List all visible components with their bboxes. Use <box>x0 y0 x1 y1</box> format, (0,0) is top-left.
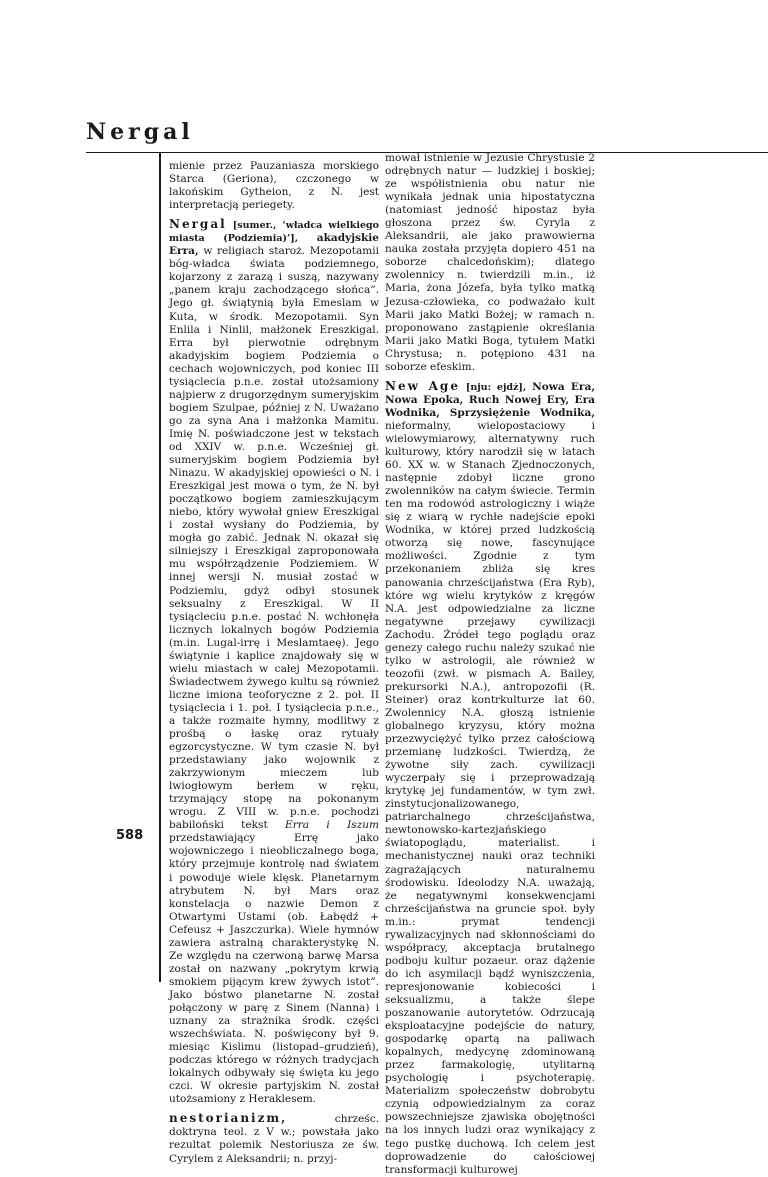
entry-new-age <box>385 380 595 1177</box>
entry-aliases: Nowa Era, Nowa Epoka, Ruch Nowej Ery, Era Wodnika, Sprzysiężenie Wodnika, <box>385 380 595 419</box>
continued-entry-text: mienie przez Pauzaniasza morskiego Starca (Geriona), czczonego w lakońskim Gytheion, z N. jest interpretacją periegety. <box>169 160 379 212</box>
page-number: 588 <box>116 828 144 843</box>
entry-headword: New Age <box>385 378 460 393</box>
entry-nergal <box>169 218 379 1106</box>
entry-body-continued: przedstawiający Errę jako wojowniczego i nieobliczalnego boga, który przejmuje kontrolę nad światem i powoduje wiele klęsk. Planetarnym atrybutem N. był Mars oraz konstelacja o nazwie Demon z Otwartymi Ustami (ob. Łabędź + Cefeusz + Jaszczurka). Wiele hymnów zawiera astralną charakterystykę N. Ze względu na czerwoną barwę Marsa został on nazwany „pokrytym krwią smokiem pijącym krew żywych istot”. Jako bóstwo planetarne N. został połączony w parę z Sinem (Nanna) i uznany za strażnika środk. części wszechświata. N. poświęcony był 9. miesiąc Kislimu (listopad–grudzień), podczas którego w różnych tradycjach lokalnych odbywały się święta ku jego czci. W okresie partyjskim N. został utożsamiony z Heraklesem. <box>169 832 379 1106</box>
entry-etymology: [sumer., ‘władca wielkiego miasta (Podziemia)’], <box>169 220 379 245</box>
left-column <box>169 160 379 1166</box>
continued-entry-text: mował istnienie w Jezusie Chrystusie 2 odrębnych natur — ludzkiej i boskiej; ze współistnienia obu natur nie wynikała jednak unia hipostatyczna (natomiast jedność hipostaz była głoszona przez św. Cyryla z Aleksandrii, ale jako prawowierna nauka została przyjęta dopiero 451 na soborze chalcedońskim); dlatego zwolennicy n. twierdzili m.in., iż Maria, żona Józefa, była tylko matką Jezusa-człowieka, co podważało kult Marii jako Matki Bożej; w ramach n. proponowano zastąpienie określania Marii jako Matki Boga, tytułem Matki Chrystusa; n. potępiono 431 na soborze efeskim. <box>385 152 595 373</box>
entry-aliases: akadyjskie Erra, <box>169 232 379 258</box>
entry-nestorianizm <box>169 1112 379 1165</box>
entry-pronunciation: [nju: ejdż], <box>465 381 527 393</box>
column-margin-rule <box>159 152 161 982</box>
work-title: Erra i Iszum <box>285 819 379 832</box>
entry-body: nieformalny, wielopostaciowy i wielowymiarowy, alternatywny ruch kulturowy, który narodził się w latach 60. XX w. w Stanach Zjednoczonych, następnie zdobył liczne grono zwolenników na całym świecie. Termin ten ma rodowód astrologiczny i wiąże się z wiarą w rychłe nadejście epoki Wodnika, w której przed ludzkością otworzą się nowe, fascynujące możliwości. Zgodnie z tym przekonaniem zbliża się kres panowania chrześcijaństwa (Era Ryb), które wg wielu krytyków z kręgów N.A. jest odpowiedzialne za liczne negatywne przejawy cywilizacji Zachodu. Źródeł tego poglądu oraz genezy całego ruchu należy szukać nie tylko w astrologii, ale również w teozofii (zwł. w pismach A. Bailey, prekursorki N.A.), antropozofii (R. Steiner) oraz kontrkulturze lat 60. Zwolennicy N.A. głoszą istnienie globalnego kryzysu, który można przezwyciężyć tylko przez całościową przemianę ludzkości. Twierdzą, że żywotne siły zach. cywilizacji wyczerpały się i przeprowadzają krytykę jej fundamentów, w tym zwł. zinstytucjonalizowanego, patriarchalnego chrześcijaństwa, newtonowsko-kartezjańskiego światopoglądu, materialist. i mechanistycznej nauki oraz techniki zagrażających naturalnemu środowisku. Ideolodzy N.A. uważają, że negatywnymi konsekwencjami chrześcijaństwa na gruncie społ. były m.in.: prymat tendencji rywalizacyjnych nad skłonnościami do współpracy, akceptacja brutalnego podboju kultur pozaeur. oraz dążenie do ich asymilacji bądź wyniszczenia, represjonowanie kobiecości i seksualizmu, a także ślepe poszanowanie autorytetów. Odrzucają eksploatacyjne podejście do natury, gospodarkę opartą na paliwach kopalnych, medycynę zdominowaną przez farmakologię, utylitarną psychologię i psychoterapię. Materializm społeczeństw dobrobytu czynią odpowiedzialnym za coraz powszechniejsze zjawiska obojętności na los innych ludzi oraz wynikający z tego pustkę duchową. Ich celem jest doprowadzenie do całościowej transformacji kulturowej <box>385 419 595 1176</box>
entry-body: w religiach staroż. Mezopotamii bóg-władca świata podziemnego, kojarzony z zarazą i suszą, nazywany „panem kraju zachodzącego słońca”. Jego gł. świątynią była Emeslam w Kuta, w środk. Mezopotamii. Syn Enlila i Ninlil, małżonek Ereszkigal. Erra był pierwotnie odrębnym akadyjskim bogiem Podziemia o cechach wojowniczych, pod koniec III tysiąclecia p.n.e. został utożsamiony najpierw z drugorzędnym sumeryjskim bogiem Szulpae, później z N. Uważano go za syna Ana i małżonka Mamitu. Imię N. poświadczone jest w tekstach od XXIV w. p.n.e. Wcześniej gł. sumeryjskim bogiem Podziemia był Ninazu. W akadyjskiej opowieści o N. i Ereszkigal jest mowa o tym, że N. był początkowo bogiem zamieszkującym niebo, który wywołał gniew Ereszkigal i został wysłany do Podziemia, by mogła go zabić. Jednak N. okazał się silniejszy i Ereszkigal zaproponowała mu współrządzenie Podziemiem. W innej wersji N. musiał zostać w Podziemiu, gdyż odbył stosunek seksualny z Ereszkigal. W II tysiącleciu p.n.e. postać N. wchłonęła licznych lokalnych bogów Podziemia (m.in. Lugal-irrę i Meslamtaeę). Jego świątynie i kaplice znajdowały się w wielu miastach w całej Mezopotamii. Świadectwem żywego kultu są również liczne imiona teoforyczne z 2. poł. II tysiąclecia i 1. poł. I tysiąclecia p.n.e., a także rozmaite hymny, modlitwy z prośbą o łaskę oraz rytuały egzorcystyczne. W tym czasie N. był przedstawiany jako wojownik z zakrzywionym mieczem lub lwiogłowym berłem w ręku, trzymający stopę na pokonanym wrogu. Z VIII w. p.n.e. pochodzi babiloński tekst <box>169 245 379 832</box>
entry-body: chrześc. doktryna teol. z V w.; powstała jako rezultat polemik Nestoriusza ze św. Cyrylem z Aleksandrii; n. przyj- <box>169 1113 379 1165</box>
entry-headword: nestorianizm, <box>169 1111 288 1126</box>
entry-headword: Nergal <box>169 217 227 232</box>
running-head: Nergal <box>86 119 194 145</box>
right-column <box>385 152 595 1177</box>
